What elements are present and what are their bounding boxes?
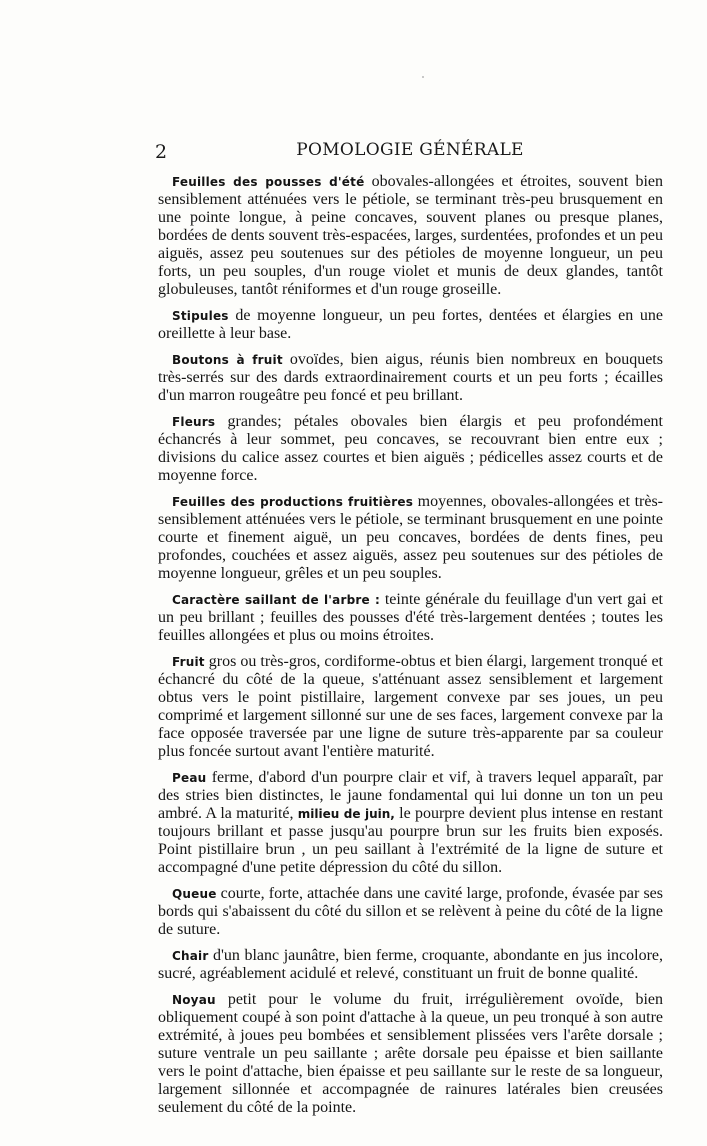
paragraph-term: Chair — [172, 949, 209, 963]
paragraph-text: de moyenne longueur, un peu fortes, dentées et élargies en une oreillette à leur base. — [158, 307, 663, 342]
paragraph-term: Peau — [172, 771, 207, 785]
page-header — [155, 140, 665, 164]
paragraph-term: Noyau — [172, 993, 216, 1007]
paragraph-text: ovoïdes, bien aigus, réunis bien nombreux en bouquets très-serrés sur des dards extraordinairement courts et un peu forts ; écailles d'un marron rougeâtre peu foncé et peu brillant. — [158, 351, 663, 404]
paragraph-term: Boutons à fruit — [172, 353, 283, 367]
paragraph-stipules — [158, 307, 663, 343]
paragraph-term: Feuilles des productions fruitières — [172, 495, 414, 509]
paragraph-feuilles-productions — [158, 493, 663, 583]
paragraph-boutons — [158, 351, 663, 405]
running-title: POMOLOGIE GÉNÉRALE — [296, 140, 524, 160]
paragraph-text: grandes; pétales obovales bien élargis et peu profondément échancrés à leur sommet, peu concaves, se recouvrant bien entre eux ; divisions du calice assez courtes et bien aiguës ; pédicelles assez courts et de moyenne force. — [158, 413, 663, 484]
paragraph-text: gros ou très-gros, cordiforme-obtus et bien élargi, largement tronqué et échancré du côté de la queue, s'atténuant assez sensiblement et largement obtus vers le point pistillaire, largement convexe par ses joues, un peu comprimé et largement sillonné sur une de ses faces, largement convexe par la face opposée traversée par une ligne de suture très-apparente par sa couleur plus foncée surtout avant l'entière maturité. — [158, 653, 663, 760]
paragraph-fleurs — [158, 413, 663, 485]
page-body — [158, 173, 663, 1125]
paragraph-term: Queue — [172, 887, 217, 901]
paragraph-term: Fleurs — [172, 415, 216, 429]
paragraph-text: teinte générale du feuillage d'un vert gai et un peu brillant ; feuilles des pousses d'été très-largement dentées ; toutes les feuilles allongées et plus ou moins étroites. — [158, 591, 663, 644]
page-number: 2 — [155, 141, 168, 163]
printing-speck — [422, 76, 424, 78]
paragraph-text: moyennes, obovales-allongées et très-sensiblement atténuées vers le pétiole, se terminant brusquement en une pointe courte et finement aiguë, un peu concaves, bordées de dents fines, peu profondes, couchées et assez aiguës, assez peu soutenues sur des pétioles de moyenne longueur, grêles et un peu souples. — [158, 493, 663, 582]
paragraph-text: courte, forte, attachée dans une cavité large, profonde, évasée par ses bords qui s'abaissent du côté du sillon et se relèvent à peine du côté de la ligne de suture. — [158, 885, 663, 938]
paragraph-caractere — [158, 591, 663, 645]
paragraph-text: ferme, d'abord d'un pourpre clair et vif, à travers lequel apparaît, par des stries bien distinctes, le jaune fondamental qui lui donne un ton un peu ambré. A la maturité, — [158, 769, 663, 822]
paragraph-feuilles-pousses — [158, 173, 663, 299]
paragraph-queue — [158, 885, 663, 939]
paragraph-inline-bold: milieu de juin, — [297, 807, 395, 821]
paragraph-text: le pourpre devient plus intense en restant toujours brillant et passe jusqu'au pourpre brun sur les fruits bien exposés. Point pistillaire brun , un peu saillant à l'extrémité de la ligne de suture et accompagné d'une petite dépression du côté du sillon. — [158, 805, 664, 876]
paragraph-text: d'un blanc jaunâtre, bien ferme, croquante, abondante en jus incolore, sucré, agréablement acidulé et relevé, constituant un fruit de bonne qualité. — [158, 947, 663, 982]
paragraph-text: petit pour le volume du fruit, irrégulièrement ovoïde, bien obliquement coupé à son point d'attache à la queue, un peu tronqué à son autre extrémité, à joues peu bombées et sensiblement plissées vers l'arête dorsale ; suture ventrale un peu saillante ; arête dorsale peu épaisse et bien saillante vers le point d'attache, bien épaisse et peu saillante sur le reste de sa longueur, largement sillonnée et accompagnée de rainures latérales bien creusées seulement du côté de la pointe. — [158, 991, 663, 1116]
paragraph-noyau — [158, 991, 663, 1117]
paragraph-term: Feuilles des pousses d'été — [172, 175, 365, 189]
paragraph-chair — [158, 947, 663, 983]
paragraph-fruit — [158, 653, 663, 761]
paragraph-term: Caractère saillant de l'arbre : — [172, 593, 381, 607]
paragraph-term: Stipules — [172, 309, 229, 323]
paragraph-peau — [158, 769, 663, 877]
paragraph-term: Fruit — [172, 655, 205, 669]
paragraph-text: obovales-allongées et étroites, souvent bien sensiblement atténuées vers le pétiole, se terminant très-peu brusquement en une pointe longue, à peine concaves, souvent planes ou presque planes, bordées de dents souvent très-espacées, larges, surdentées, profondes et un peu aiguës, assez peu soutenues sur des pétioles de moyenne longueur, un peu forts, un peu souples, d'un rouge violet et munis de deux glandes, tantôt globuleuses, tantôt réniformes et d'un rouge groseille. — [158, 173, 663, 298]
